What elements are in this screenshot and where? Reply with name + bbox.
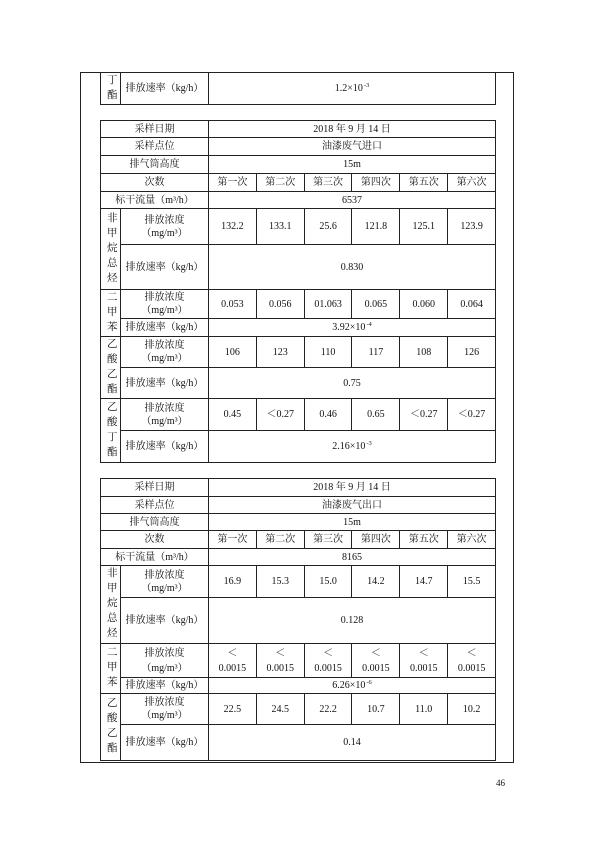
runs-label: 次数 xyxy=(101,174,209,192)
conc-label-cell xyxy=(121,566,209,598)
pollutant-name-cell xyxy=(101,399,121,463)
conc-value: 133.1 xyxy=(256,209,304,245)
table-row xyxy=(101,399,496,431)
stack-height-value: 15m xyxy=(209,514,496,531)
conc-value: 0.0015 xyxy=(457,662,486,674)
rate-exponent: -3 xyxy=(366,440,372,447)
rate-label: 排放速率（kg/h） xyxy=(121,678,209,694)
rate-mantissa: 1.2×10 xyxy=(334,83,363,94)
conc-value: 132.2 xyxy=(209,209,257,245)
conc-value: 10.7 xyxy=(352,694,400,725)
conc-prefix: ＜ xyxy=(466,647,477,659)
conc-label-cell xyxy=(121,399,209,431)
pollutant-name: 丁酯 xyxy=(105,73,117,104)
conc-value: 0.45 xyxy=(209,399,257,431)
rate-exponent: -6 xyxy=(366,679,372,686)
run-header: 第六次 xyxy=(448,174,496,192)
rate-value: 0.830 xyxy=(209,245,496,290)
conc-value: 25.6 xyxy=(304,209,352,245)
rate-label: 排放速率（kg/h） xyxy=(121,245,209,290)
conc-value: 0.0015 xyxy=(266,662,294,674)
rate-label: 排放速率（kg/h） xyxy=(121,73,209,105)
conc-value: 0.065 xyxy=(352,290,400,319)
conc-unit: （mg/m³） xyxy=(141,305,188,316)
conc-value: 15.3 xyxy=(256,566,304,598)
rate-mantissa: 6.26×10 xyxy=(332,680,366,691)
conc-value: 22.5 xyxy=(209,694,257,725)
rate-mantissa: 2.16×10 xyxy=(332,441,366,452)
run-header: 第五次 xyxy=(400,174,448,192)
pollutant-name-cell xyxy=(101,694,121,761)
table-row xyxy=(101,121,496,138)
rate-label: 排放速率（kg/h） xyxy=(121,598,209,644)
table-row xyxy=(101,644,496,678)
conc-label-cell xyxy=(121,337,209,368)
conc-unit: （mg/m³） xyxy=(141,353,188,364)
rate-exponent: -3 xyxy=(363,82,370,89)
conc-value: 15.5 xyxy=(448,566,496,598)
conc-value: 22.2 xyxy=(304,694,352,725)
flow-label: 标干流量（m³/h） xyxy=(101,192,209,209)
flow-label: 标干流量（m³/h） xyxy=(101,549,209,566)
table-row xyxy=(101,138,496,156)
run-header: 第一次 xyxy=(209,531,257,549)
sampling-date-label: 采样日期 xyxy=(101,479,209,497)
table-row xyxy=(101,549,496,566)
table-row xyxy=(101,209,496,245)
rate-mantissa: 3.92×10 xyxy=(332,322,366,333)
conc-value: 01.063 xyxy=(304,290,352,319)
runs-label: 次数 xyxy=(101,531,209,549)
rate-label: 排放速率（kg/h） xyxy=(121,725,209,761)
run-header: 第四次 xyxy=(352,531,400,549)
table-row xyxy=(101,694,496,725)
fragment-table xyxy=(100,72,496,105)
rate-value: 0.128 xyxy=(209,598,496,644)
conc-value: 24.5 xyxy=(256,694,304,725)
conc-value: 110 xyxy=(304,337,352,368)
inlet-table xyxy=(100,120,496,463)
pollutant-name-cell xyxy=(101,337,121,399)
sampling-date-value: 2018 年 9 月 14 日 xyxy=(209,121,496,138)
conc-value: 123.9 xyxy=(448,209,496,245)
table-row xyxy=(101,156,496,174)
rate-value-cell xyxy=(209,73,496,105)
sampling-point-label: 采样点位 xyxy=(101,138,209,156)
pollutant-name-cell xyxy=(101,290,121,337)
conc-value: 125.1 xyxy=(400,209,448,245)
conc-label-cell xyxy=(121,694,209,725)
conc-value: ＜0.27 xyxy=(448,399,496,431)
conc-value-cell xyxy=(448,644,496,678)
conc-value: 106 xyxy=(209,337,257,368)
pollutant-name: 非甲烷总烃 xyxy=(105,567,117,642)
conc-value: 10.2 xyxy=(448,694,496,725)
conc-value: 14.7 xyxy=(400,566,448,598)
run-header: 第六次 xyxy=(448,531,496,549)
run-header: 第二次 xyxy=(256,174,304,192)
rate-label: 排放速率（kg/h） xyxy=(121,431,209,463)
rate-value: 0.75 xyxy=(209,368,496,399)
table-row xyxy=(101,678,496,694)
run-header: 第四次 xyxy=(352,174,400,192)
conc-value: 0.053 xyxy=(209,290,257,319)
conc-label: 排放浓度 xyxy=(144,569,185,581)
rate-value-cell xyxy=(209,319,496,337)
pollutant-name-cell xyxy=(101,644,121,694)
sampling-point-value: 油漆废气进口 xyxy=(209,138,496,156)
stack-height-value: 15m xyxy=(209,156,496,174)
conc-value: 117 xyxy=(352,337,400,368)
table-row xyxy=(101,431,496,463)
table-row xyxy=(101,290,496,319)
conc-prefix: ＜ xyxy=(227,647,238,659)
conc-value-cell xyxy=(256,644,304,678)
conc-prefix: ＜ xyxy=(323,647,334,659)
table-row xyxy=(101,531,496,549)
pollutant-name-cell xyxy=(101,209,121,290)
conc-unit: （mg/m³） xyxy=(141,415,188,427)
conc-value-cell xyxy=(209,644,257,678)
table-row xyxy=(101,497,496,514)
run-header: 第五次 xyxy=(400,531,448,549)
conc-label: 排放浓度 xyxy=(144,340,185,351)
run-header: 第一次 xyxy=(209,174,257,192)
conc-label: 排放浓度 xyxy=(144,697,185,708)
table-row xyxy=(101,725,496,761)
rate-exponent: -4 xyxy=(366,321,372,328)
conc-value-cell xyxy=(304,644,352,678)
conc-value: 0.65 xyxy=(352,399,400,431)
table-row xyxy=(101,245,496,290)
conc-value: 0.056 xyxy=(256,290,304,319)
conc-value: 15.0 xyxy=(304,566,352,598)
flow-value: 6537 xyxy=(209,192,496,209)
conc-value: 0.0015 xyxy=(218,662,247,674)
table-row xyxy=(101,566,496,598)
conc-value: ＜0.27 xyxy=(256,399,304,431)
stack-height-label: 排气筒高度 xyxy=(101,514,209,531)
pollutant-name: 乙酸乙酯 xyxy=(105,337,117,398)
conc-prefix: ＜ xyxy=(370,647,381,659)
conc-value-cell xyxy=(352,644,400,678)
conc-value: 0.0015 xyxy=(362,662,390,674)
table-row xyxy=(101,337,496,368)
rate-value-cell xyxy=(209,678,496,694)
conc-value: 0.0015 xyxy=(314,662,342,674)
table-row xyxy=(101,192,496,209)
page-number: 46 xyxy=(496,778,505,788)
pollutant-name-cell xyxy=(101,73,121,105)
table-row xyxy=(101,598,496,644)
conc-value: 108 xyxy=(400,337,448,368)
conc-value: 0.060 xyxy=(400,290,448,319)
conc-label-cell xyxy=(121,209,209,245)
conc-value: 0.0015 xyxy=(409,662,438,674)
run-header: 第二次 xyxy=(256,531,304,549)
rate-value: 0.14 xyxy=(209,725,496,761)
run-header: 第三次 xyxy=(304,174,352,192)
conc-label: 排放浓度 xyxy=(144,214,185,226)
pollutant-name: 非甲烷总烃 xyxy=(105,211,117,287)
stack-height-label: 排气筒高度 xyxy=(101,156,209,174)
conc-value: 0.064 xyxy=(448,290,496,319)
pollutant-name-cell xyxy=(101,566,121,644)
table-row xyxy=(101,368,496,399)
conc-value: 121.8 xyxy=(352,209,400,245)
conc-prefix: ＜ xyxy=(275,647,286,659)
conc-label-cell xyxy=(121,290,209,319)
flow-value: 8165 xyxy=(209,549,496,566)
conc-value: 0.46 xyxy=(304,399,352,431)
sampling-point-label: 采样点位 xyxy=(101,497,209,514)
pollutant-name: 二甲苯 xyxy=(105,290,117,336)
pollutant-name: 二甲苯 xyxy=(105,646,117,691)
conc-label: 排放浓度 xyxy=(144,402,185,414)
conc-unit: （mg/m³） xyxy=(141,662,188,674)
table-row xyxy=(101,73,496,105)
conc-value: ＜0.27 xyxy=(400,399,448,431)
table-row xyxy=(101,319,496,337)
rate-label: 排放速率（kg/h） xyxy=(121,319,209,337)
conc-value: 14.2 xyxy=(352,566,400,598)
table-row xyxy=(101,514,496,531)
run-header: 第三次 xyxy=(304,531,352,549)
sampling-date-label: 采样日期 xyxy=(101,121,209,138)
conc-label-cell xyxy=(121,644,209,678)
rate-label: 排放速率（kg/h） xyxy=(121,368,209,399)
conc-prefix: ＜ xyxy=(418,647,429,659)
conc-unit: （mg/m³） xyxy=(141,582,188,594)
rate-value-cell xyxy=(209,431,496,463)
conc-unit: （mg/m³） xyxy=(141,710,188,721)
table-row xyxy=(101,479,496,497)
sampling-date-value: 2018 年 9 月 14 日 xyxy=(209,479,496,497)
sampling-point-value: 油漆废气出口 xyxy=(209,497,496,514)
conc-value: 11.0 xyxy=(400,694,448,725)
outlet-table xyxy=(100,478,496,761)
conc-value: 16.9 xyxy=(209,566,257,598)
conc-label: 排放浓度 xyxy=(144,292,185,303)
conc-label: 排放浓度 xyxy=(144,647,185,659)
pollutant-name: 乙酸丁酯 xyxy=(105,400,117,461)
pollutant-name: 乙酸乙酯 xyxy=(105,697,117,757)
conc-unit: （mg/m³） xyxy=(141,227,188,239)
conc-value: 123 xyxy=(256,337,304,368)
conc-value: 126 xyxy=(448,337,496,368)
conc-value-cell xyxy=(400,644,448,678)
table-row xyxy=(101,174,496,192)
